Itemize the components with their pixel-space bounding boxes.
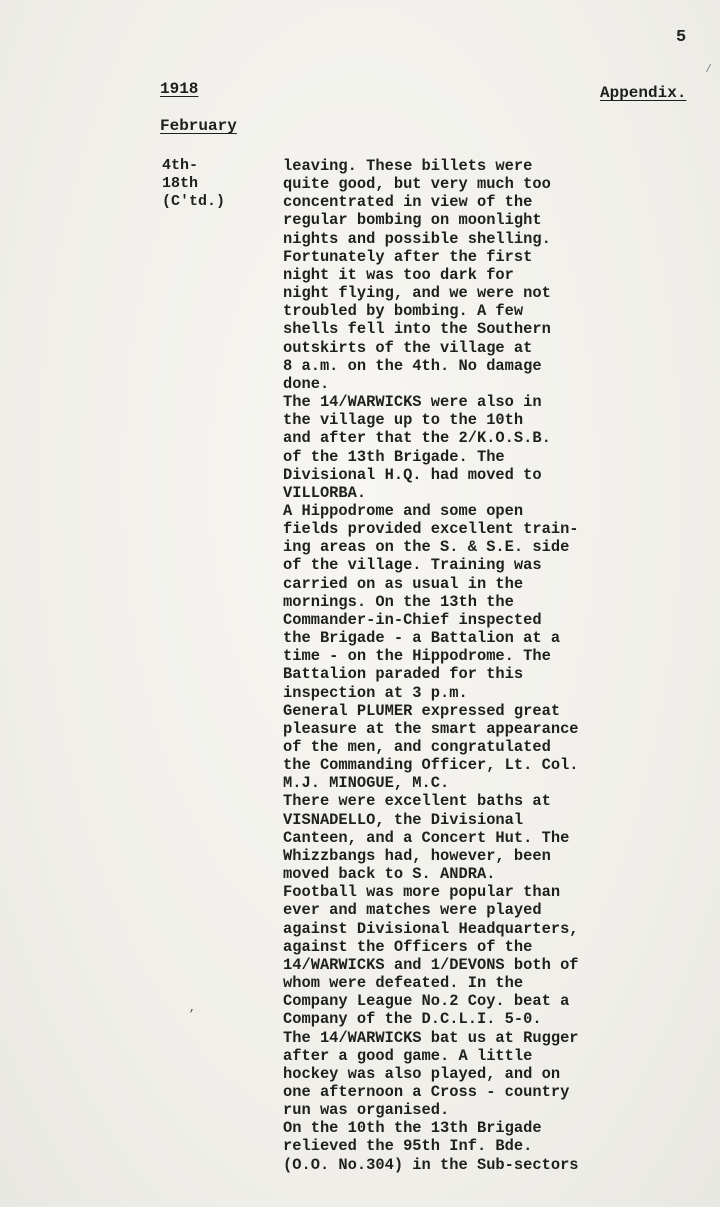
entry-text-line: VILLORBA. <box>283 483 367 502</box>
entry-text-line: pleasure at the smart appearance <box>283 719 579 738</box>
entry-text-line: relieved the 95th Inf. Bde. <box>283 1137 533 1156</box>
entry-text-line: the Commanding Officer, Lt. Col. <box>283 756 579 775</box>
entry-text-line: troubled by bombing. A few <box>283 302 524 321</box>
entry-text-line: outskirts of the village at <box>283 338 533 357</box>
stray-mark: ⁄ <box>705 62 713 76</box>
entry-text-line: against Divisional Headquarters, <box>283 919 579 938</box>
entry-text-line: against the Officers of the <box>283 937 533 956</box>
entry-text-line: nights and possible shelling. <box>283 229 551 248</box>
entry-text-line: The 14/WARWICKS bat us at Rugger <box>283 1028 579 1047</box>
entry-text-line: the village up to the 10th <box>283 411 524 430</box>
entry-text-line: night flying, and we were not <box>283 284 551 303</box>
entry-text-line: concentrated in view of the <box>283 193 533 212</box>
stray-mark: ’ <box>188 1008 196 1022</box>
entry-text-line: Fortunately after the first <box>283 247 533 266</box>
entry-text-line: 14/WARWICKS and 1/DEVONS both of <box>283 955 579 974</box>
entry-text-line: Commander-in-Chief inspected <box>283 610 542 629</box>
entry-text-line: Divisional H.Q. had moved to <box>283 465 542 484</box>
entry-text-line: On the 10th the 13th Brigade <box>283 1119 542 1138</box>
month-heading: February <box>160 117 237 135</box>
entry-text-line: leaving. These billets were <box>283 157 533 175</box>
entry-text-line: done. <box>283 374 330 393</box>
entry-text-line: M.J. MINOGUE, M.C. <box>283 774 450 793</box>
entry-text-line: carried on as usual in the <box>283 574 524 593</box>
entry-text-line: of the men, and congratulated <box>283 738 551 756</box>
entry-body-text <box>283 157 703 1174</box>
entry-date-line: 4th- <box>162 157 199 174</box>
entry-text-line: 8 a.m. on the 4th. No damage <box>283 356 542 375</box>
entry-date-line: (C'td.) <box>162 193 226 211</box>
entry-text-line: one afternoon a Cross - country <box>283 1082 570 1101</box>
entry-text-line: The 14/WARWICKS were also in <box>283 393 542 412</box>
entry-text-line: Whizzbangs had, however, been <box>283 846 551 865</box>
entry-text-line: the Brigade - a Battalion at a <box>283 629 561 648</box>
entry-date-line: 18th <box>162 175 199 193</box>
entry-text-line: fields provided excellent train- <box>283 520 579 539</box>
entry-text-line: Canteen, and a Concert Hut. The <box>283 828 570 847</box>
entry-text-line: There were excellent baths at <box>283 792 551 811</box>
entry-text-line: VISNADELLO, the Divisional <box>283 810 524 829</box>
entry-text-line: whom were defeated. In the <box>283 974 524 993</box>
entry-text-line: (O.O. No.304) in the Sub-sectors <box>283 1155 579 1174</box>
entry-text-line: Company of the D.C.L.I. 5-0. <box>283 1010 542 1029</box>
entry-text-line: night it was too dark for <box>283 265 514 284</box>
entry-text-line: Battalion paraded for this <box>283 665 524 684</box>
entry-text-line: A Hippodrome and some open <box>283 501 524 520</box>
entry-text-line: Company League No.2 Coy. beat a <box>283 992 570 1011</box>
entry-text-line: General PLUMER expressed great <box>283 701 561 720</box>
entry-text-line: mornings. On the 13th the <box>283 592 514 611</box>
entry-text-line: run was organised. <box>283 1101 450 1120</box>
appendix-heading: Appendix. <box>600 84 687 102</box>
entry-text-line: regular bombing on moonlight <box>283 211 542 230</box>
entry-date-column <box>162 157 262 212</box>
entry-text-line: time - on the Hippodrome. The <box>283 647 551 666</box>
entry-text-line: of the 13th Brigade. The <box>283 447 505 466</box>
entry-text-line: and after that the 2/K.O.S.B. <box>283 429 551 448</box>
entry-text-line: inspection at 3 p.m. <box>283 683 468 702</box>
entry-text-line: of the village. Training was <box>283 556 542 575</box>
entry-text-line: Football was more popular than <box>283 883 561 902</box>
entry-text-line: ing areas on the S. & S.E. side <box>283 538 570 557</box>
page-number: 5 <box>676 28 687 47</box>
entry-text-line: hockey was also played, and on <box>283 1064 561 1083</box>
entry-text-line: quite good, but very much too <box>283 175 551 194</box>
entry-text-line: after a good game. A little <box>283 1046 533 1065</box>
entry-text-line: ever and matches were played <box>283 901 542 920</box>
entry-text-line: shells fell into the Southern <box>283 320 551 339</box>
year-heading: 1918 <box>160 80 199 98</box>
entry-text-line: moved back to S. ANDRA. <box>283 865 496 884</box>
